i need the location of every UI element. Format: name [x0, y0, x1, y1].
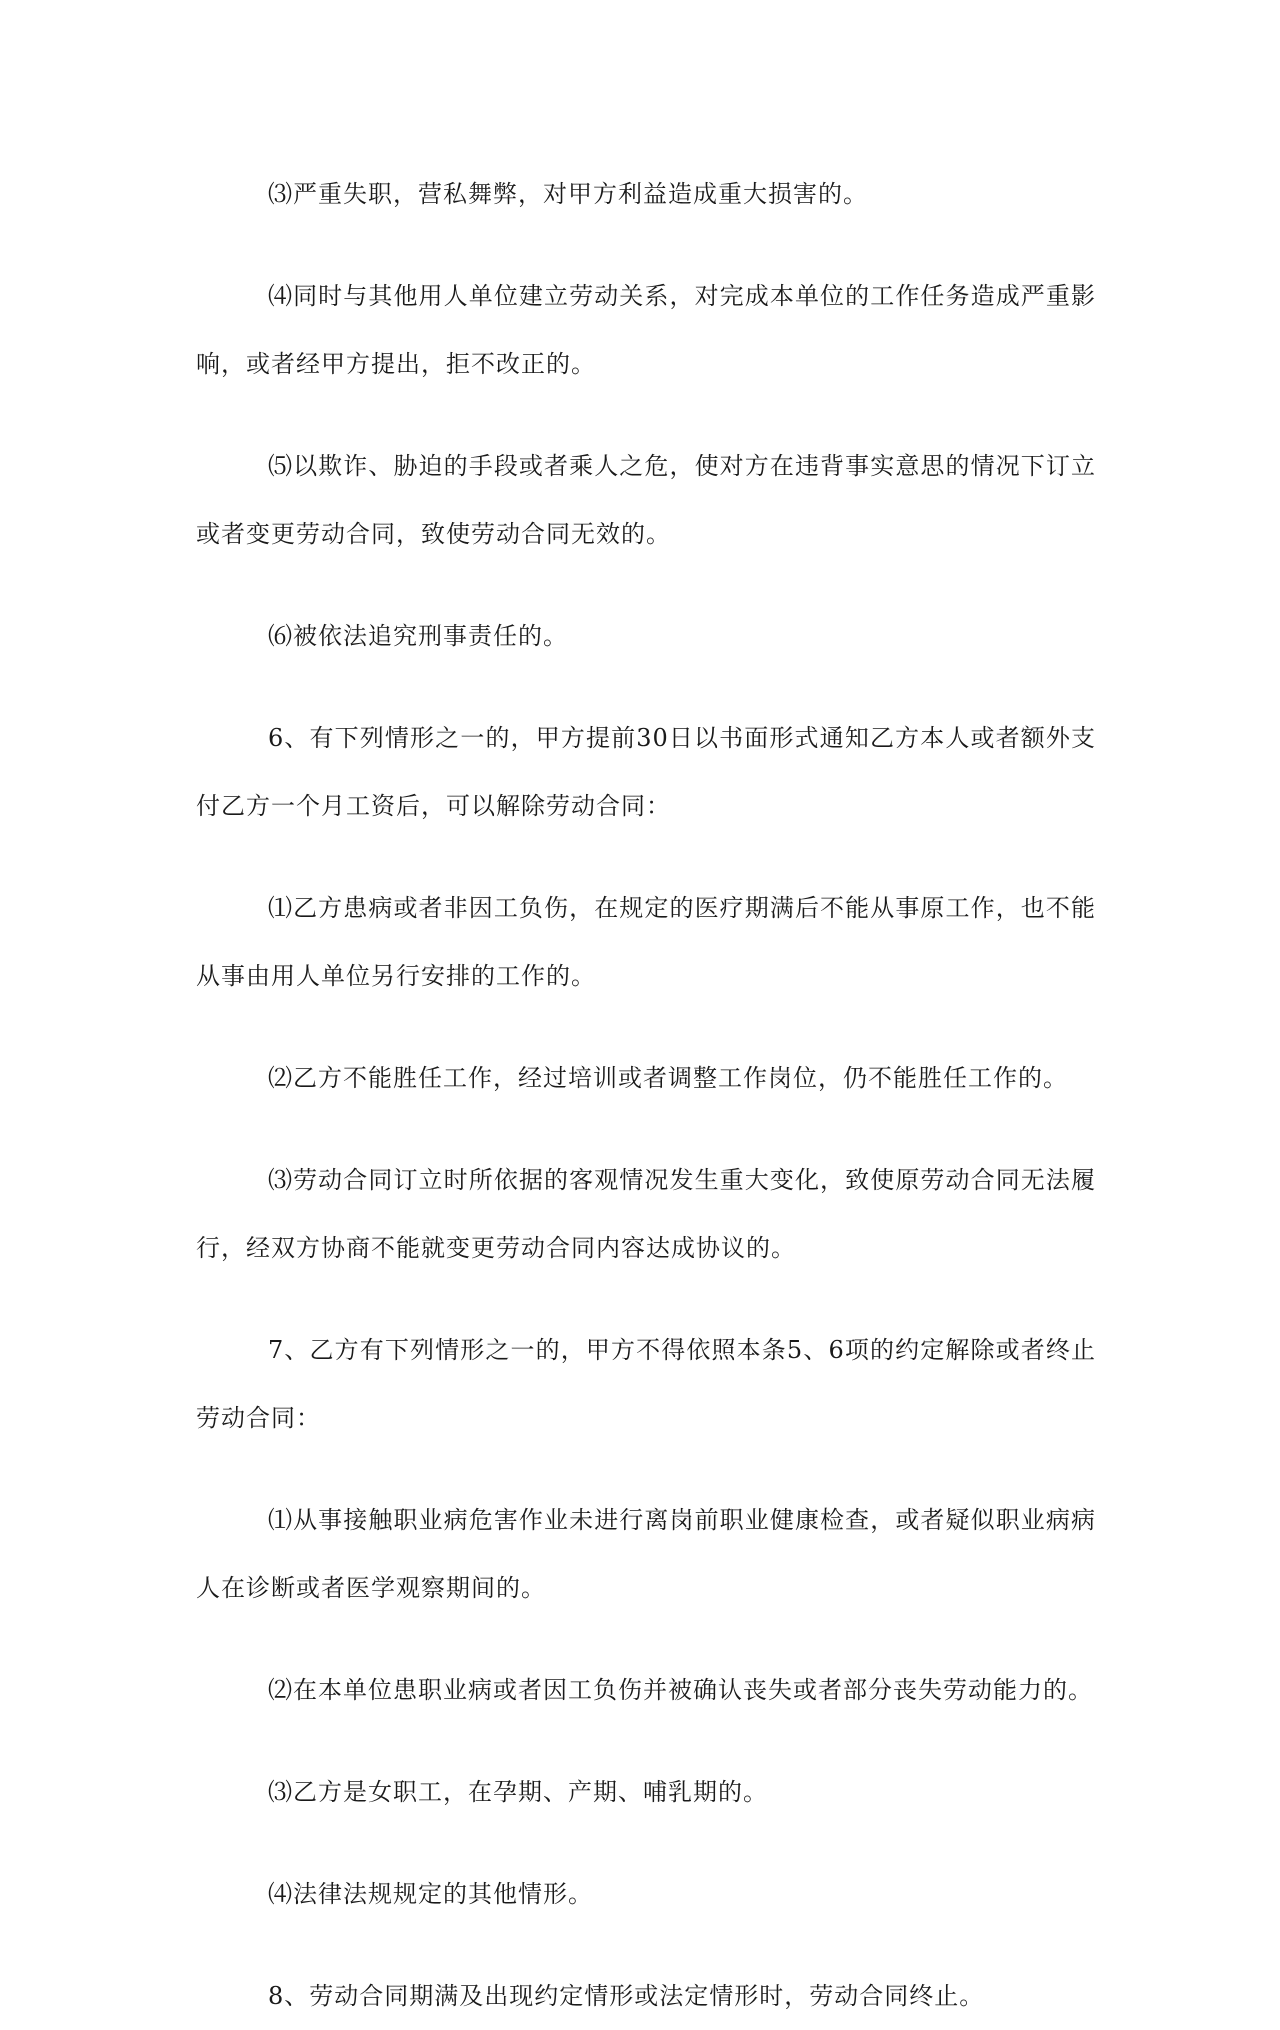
paragraph-clause-6-item-1: ⑴乙方患病或者非因工负伤，在规定的医疗期满后不能从事原工作，也不能从事由用人单位另行安排的工作的。 — [196, 894, 1096, 990]
paragraph-clause-7-item-3: ⑶乙方是女职工，在孕期、产期、哺乳期的。 — [268, 1778, 768, 1806]
paragraph-clause-6-item-3: ⑶劳动合同订立时所依据的客观情况发生重大变化，致使原劳动合同无法履行，经双方协商不能就变更劳动合同内容达成协议的。 — [196, 1166, 1096, 1262]
paragraph-item-4: ⑷同时与其他用人单位建立劳动关系，对完成本单位的工作任务造成严重影响，或者经甲方提出，拒不改正的。 — [196, 282, 1096, 378]
paragraph-clause-8: 8、劳动合同期满及出现约定情形或法定情形时，劳动合同终止。 — [268, 1982, 985, 2010]
paragraph-clause-7-item-1: ⑴从事接触职业病危害作业未进行离岗前职业健康检查，或者疑似职业病病人在诊断或者医学观察期间的。 — [196, 1506, 1096, 1602]
paragraph-clause-7: 7、乙方有下列情形之一的，甲方不得依照本条5、6项的约定解除或者终止劳动合同： — [196, 1336, 1096, 1432]
paragraph-item-3: ⑶严重失职，营私舞弊，对甲方利益造成重大损害的。 — [268, 180, 868, 208]
paragraph-clause-6-item-2: ⑵乙方不能胜任工作，经过培训或者调整工作岗位，仍不能胜任工作的。 — [268, 1064, 1068, 1092]
paragraph-item-6: ⑹被依法追究刑事责任的。 — [268, 622, 568, 650]
paragraph-clause-7-item-4: ⑷法律法规规定的其他情形。 — [268, 1880, 593, 1908]
paragraph-clause-6: 6、有下列情形之一的，甲方提前30日以书面形式通知乙方本人或者额外支付乙方一个月工资后，可以解除劳动合同： — [196, 724, 1096, 820]
paragraph-item-5: ⑸以欺诈、胁迫的手段或者乘人之危，使对方在违背事实意思的情况下订立或者变更劳动合同，致使劳动合同无效的。 — [196, 452, 1096, 548]
paragraph-clause-7-item-2: ⑵在本单位患职业病或者因工负伤并被确认丧失或者部分丧失劳动能力的。 — [268, 1676, 1093, 1704]
document-body — [196, 160, 1096, 2030]
